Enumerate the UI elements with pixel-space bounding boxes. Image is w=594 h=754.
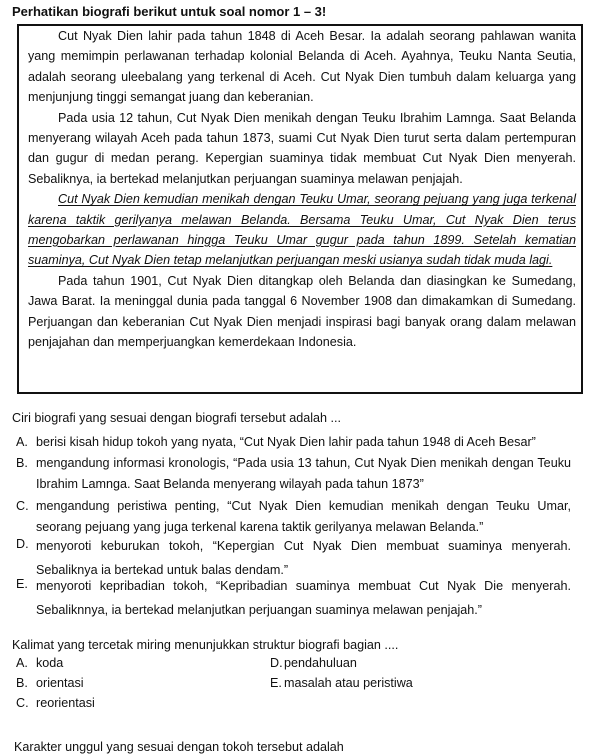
- question-3-stem-partial: Karakter unggul yang sesuai dengan tokoh tersebut adalah: [14, 740, 344, 754]
- question-1-option-b[interactable]: B. mengandung informasi kronologis, “Pada usia 13 tahun, Cut Nyak Dien menikah dengan Teuku Ibrahim Lamnga. Saat Belanda menyerang wilayah pada tahun 1873”: [16, 456, 571, 491]
- question-2-option-b[interactable]: B. orientasi: [16, 676, 84, 690]
- question-2-option-a[interactable]: A. koda: [16, 656, 64, 670]
- question-1-option-d[interactable]: D. menyoroti keburukan tokoh, “Kepergian Cut Nyak Dien membuat suaminya menyerah. Sebaliknya ia bertekad untuk balas dendam.”: [16, 537, 571, 577]
- biography-passage: [17, 24, 583, 394]
- passage-paragraph-1: Cut Nyak Dien lahir pada tahun 1848 di Aceh Besar. Ia adalah seorang pahlawan wanita yang memimpin perlawanan terhadap kolonial Belanda di Aceh. Ayahnya, Teuku Nanta Seutia, adalah seorang uleebalang yang terkenal di Aceh. Cut Nyak Dien tumbuh dalam keluarga yang menjunjung tinggi semangat juang dan keberanian.: [28, 29, 576, 105]
- passage-paragraph-2: Pada usia 12 tahun, Cut Nyak Dien menikah dengan Teuku Ibrahim Lamnga. Saat Belanda menyerang wilayah Aceh pada tahun 1873, suami Cut Nyak Dien turut serta dalam pertempuran dan gugur di medan perang. Kepergian suaminya tidak membuat Cut Nyak Dien menyerah. Sebaliknya, ia bertekad melanjutkan perjuangan suaminya melawan penjajah.: [28, 110, 576, 186]
- passage-paragraph-4: Pada tahun 1901, Cut Nyak Dien ditangkap oleh Belanda dan diasingkan ke Sumedang, Jawa Barat. Ia meninggal dunia pada tanggal 6 November 1908 dan dimakamkan di Sumedang. Perjuangan dan keberanian Cut Nyak Dien menjadi inspirasi bagi banyak orang dalam melawan penjajahan dan memperjuangkan kemerdekaan Indonesia.: [28, 273, 576, 350]
- question-2-option-e[interactable]: E. masalah atau peristiwa: [270, 676, 413, 690]
- instruction-heading: Perhatikan biografi berikut untuk soal nomor 1 – 3!: [12, 4, 327, 19]
- passage-paragraph-3-italic: Cut Nyak Dien kemudian menikah dengan Teuku Umar, seorang pejuang yang juga terkenal karena taktik gerilyanya melawan Belanda. Bersama Teuku Umar, Cut Nyak Dien terus mengobarkan perlawanan hingga Teuku Umar gugur pada tahun 1899. Setelah kematian suaminya, Cut Nyak Dien tetap melanjutkan perjuangan meski usianya sudah tidak muda lagi.: [28, 192, 576, 268]
- question-2-option-c[interactable]: C. reorientasi: [16, 696, 95, 710]
- question-1-number: [0, 408, 1, 429]
- question-2-option-d[interactable]: D.pendahuluan: [270, 656, 357, 670]
- question-1-option-a[interactable]: A. berisi kisah hidup tokoh yang nyata, “Cut Nyak Dien lahir pada tahun 1948 di Aceh Besar”: [16, 435, 536, 449]
- question-1-option-c[interactable]: C. mengandung peristiwa penting, “Cut Nyak Dien kemudian menikah dengan Teuku Umar, seorang pejuang yang juga terkenal karena taktik gerilyanya melawan Belanda.”: [16, 499, 571, 534]
- question-1-option-e[interactable]: E. menyoroti kepribadian tokoh, “Kepribadian suaminya membuat Cut Nyak Die menyerah. Sebaliknnya, ia bertekad melanjutkan perjuangan suaminya melawan penjajah.”: [16, 577, 571, 617]
- question-2-number: [0, 635, 1, 656]
